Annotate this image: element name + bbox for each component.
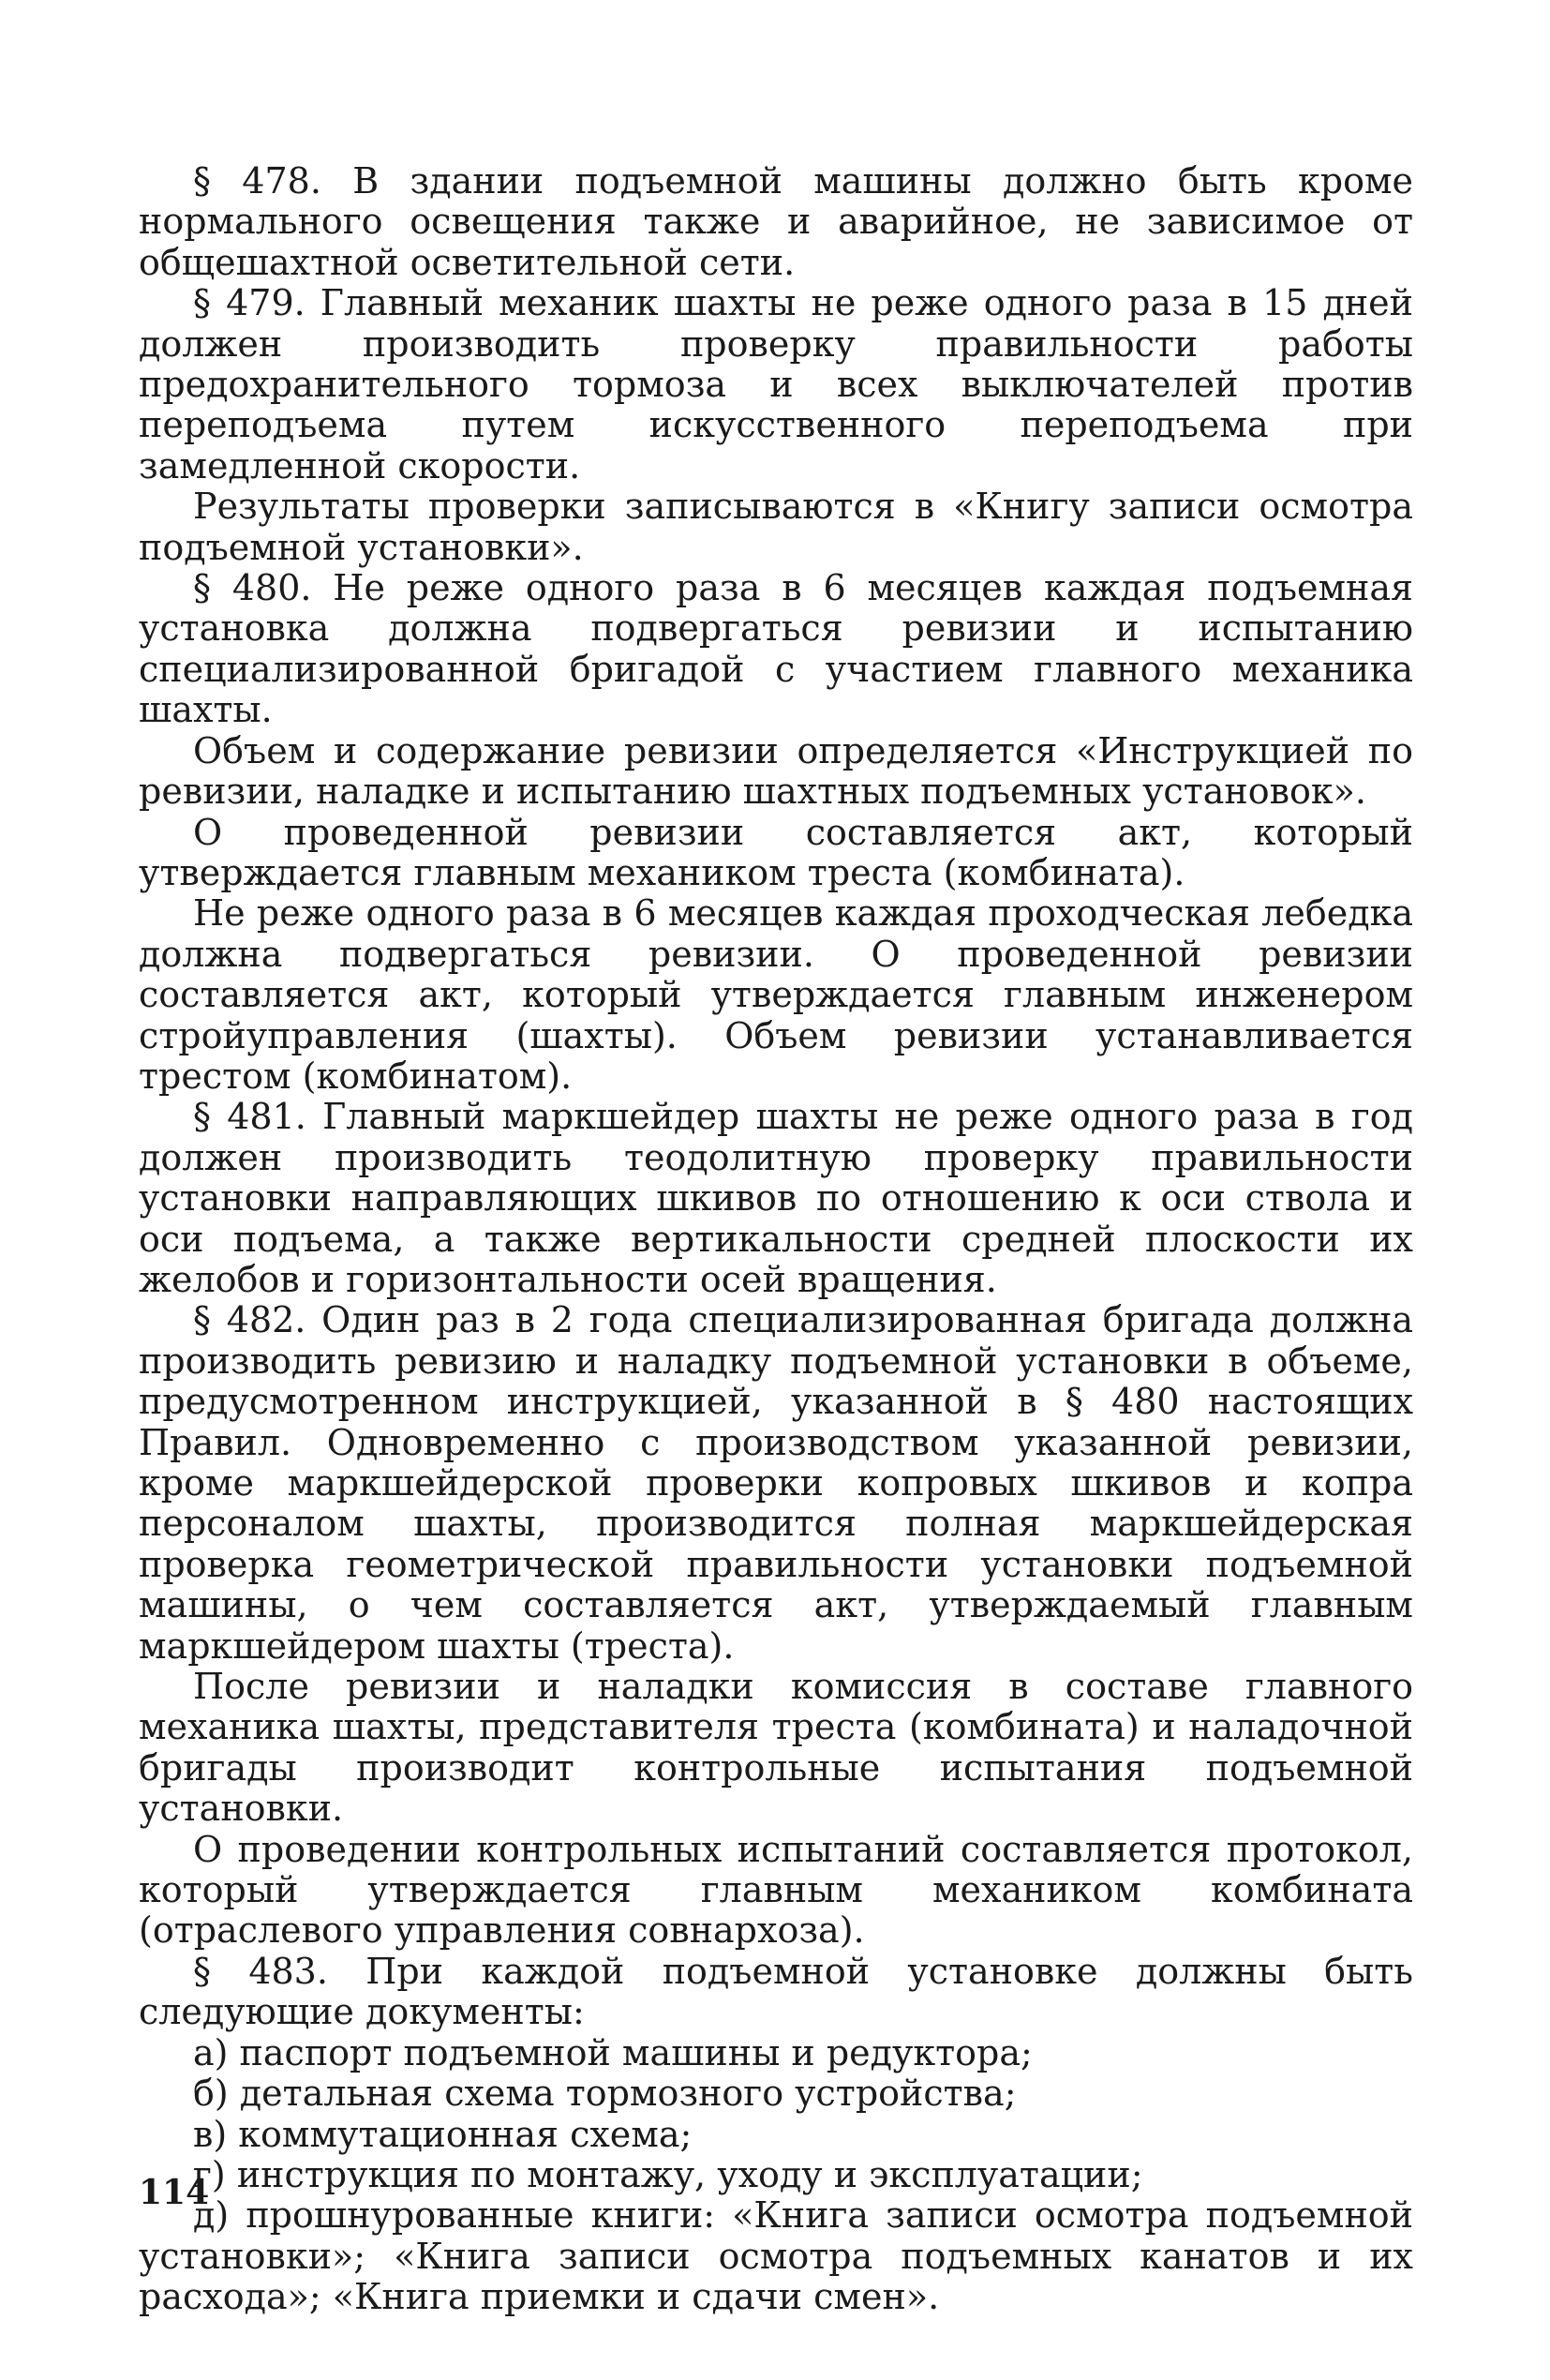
paragraph-483: § 483. При каждой подъемной установке должны быть следующие документы: — [139, 1950, 1413, 2033]
paragraph-479-results: Результаты проверки записываются в «Книгу записи осмотра подъемной установки». — [139, 486, 1413, 568]
paragraph-481: § 481. Главный маркшейдер шахты не реже одного раза в год должен производить теодолитную проверку правильности установки направляющих шкивов по отношению к оси ствола и оси подъема, а также вертикальности средней плоскости их желобов и горизонтальности осей вращения. — [139, 1096, 1413, 1300]
list-item-v: в) коммутационная схема; — [193, 2113, 693, 2155]
page-number: 114 — [139, 2173, 210, 2212]
paragraph-482: § 482. Один раз в 2 года специализированная бригада должна производить ревизию и наладку подъемной установки в объеме, предусмотренном инструкцией, указанной в § 480 настоящих Правил. Одновременно с производством указанной ревизии, кроме маркшейдерской проверки копровых шкивов и копра персоналом шахты, производится полная маркшейдерская проверка геометрической правильности установки подъемной машины, о чем составляется акт, утверждаемый главным маркшейдером шахты (треста). — [139, 1299, 1413, 1667]
paragraph-480-scope: Объем и содержание ревизии определяется «Инструкцией по ревизии, наладке и испытанию шахтных подъемных установок». — [139, 729, 1413, 813]
paragraph-478: § 478. В здании подъемной машины должно быть кроме нормального освещения также и аварийное, не зависимое от общешахтной осветительной сети. — [139, 160, 1413, 283]
paragraph-480-act: О проведенной ревизии составляется акт, который утверждается главным механиком треста (комбината). — [139, 811, 1413, 893]
page-body — [139, 161, 1413, 2318]
paragraph-482-commission: После ревизии и наладки комиссия в составе главного механика шахты, представителя треста (комбината) и наладочной бригады производит контрольные испытания подъемной установки. — [139, 1666, 1413, 1830]
list-item-d: д) прошнурованные книги: «Книга записи осмотра подъемной установки»; «Книга записи осмотра подъемных канатов и их расхода»; «Книга приемки и сдачи смен». — [139, 2194, 1413, 2318]
list-item-b: б) детальная схема тормозного устройства; — [193, 2073, 1017, 2115]
paragraph-482-protocol: О проведении контрольных испытаний составляется протокол, который утверждается главным механиком комбината (отраслевого управления совнархоза). — [139, 1828, 1413, 1952]
list-item-g: г) инструкция по монтажу, уходу и эксплуатации; — [193, 2153, 1143, 2195]
paragraph-480-winch: Не реже одного раза в 6 месяцев каждая проходческая лебедка должна подвергаться ревизии. О проведенной ревизии составляется акт, который утверждается главным инженером стройуправления (шахты). Объем ревизии устанавливается трестом (комбинатом). — [139, 892, 1413, 1097]
paragraph-480: § 480. Не реже одного раза в 6 месяцев каждая подъемная установка должна подвергаться ревизии и испытанию специализированной бригадой с участием главного механика шахты. — [139, 567, 1413, 731]
list-item-a: а) паспорт подъемной машины и редуктора; — [193, 2031, 1033, 2073]
paragraph-479: § 479. Главный механик шахты не реже одного раза в 15 дней должен производить проверку правильности работы предохранительного тормоза и всех выключателей против переподъема путем искусственного переподъема при замедленной скорости. — [139, 282, 1413, 486]
